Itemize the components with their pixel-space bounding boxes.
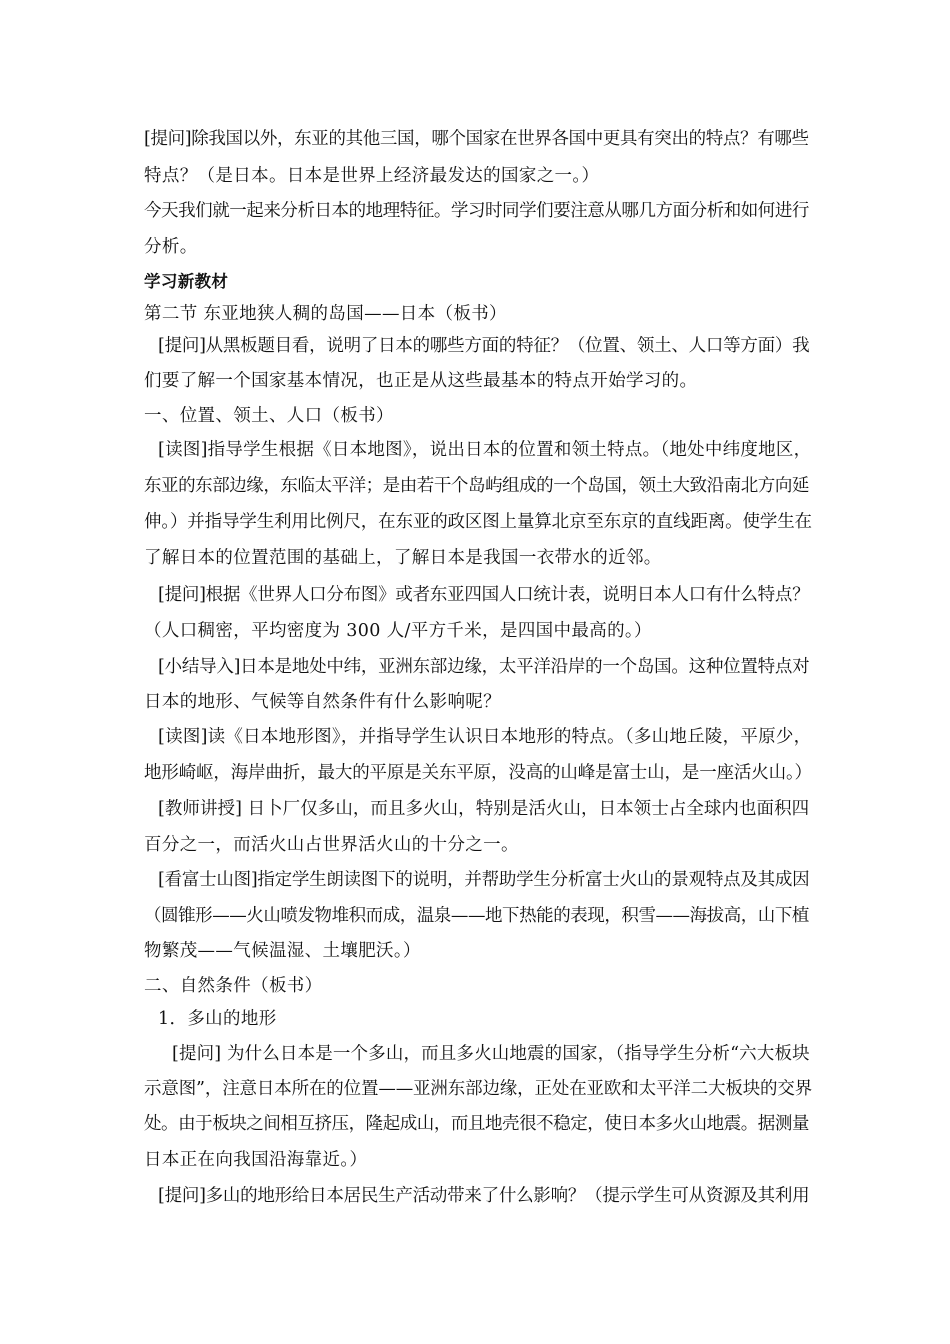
text-line-3: 今天我们就一起来分析日本的地理特征。学习时同学们要注意从哪几方面分析和如何进行: [144, 201, 809, 221]
text-line-15: （人口稠密，平均密度为 300 人/平方千米，是四国中最高的。）: [144, 621, 652, 641]
text-line-4: 分析。: [144, 237, 198, 257]
numbered-heading-1: 1．多山的地形: [158, 1009, 277, 1029]
text-line-1: [提问]除我国以外，东亚的其他三国，哪个国家在世界各国中更具有突出的特点？有哪些: [144, 129, 809, 149]
text-line-12: 伸。）并指导学生利用比例尺，在东亚的政区图上量算北京至东京的直线距离。使学生在: [144, 512, 812, 532]
subsection-heading-2: 二、自然条件（板书）: [144, 976, 323, 996]
text-line-20: [教师讲授] 日卜厂仅多山，而且多火山，特别是活火山，日本领士占全球内也面积四: [158, 799, 810, 819]
text-line-22: [看富士山图]指定学生朗读图下的说明，并帮助学生分析富士火山的景观特点及其成因: [158, 870, 810, 890]
subsection-heading-1: 一、位置、领土、人口（板书）: [144, 406, 394, 426]
text-line-19: 地形崎岖，海岸曲折，最大的平原是关东平原，没高的山峰是富士山，是一座活火山。）: [144, 763, 812, 783]
text-line-28: 示意图”，注意日本所在的位置——亚洲东部边缘，正处在亚欧和太平洋二大板块的交界: [144, 1079, 813, 1099]
text-line-13: 了解日本的位置范围的基础上，了解日本是我国一衣带水的近邻。: [144, 548, 662, 568]
text-line-31: [提问]多山的地形给日本居民生产活动带来了什么影响？（提示学生可从资源及其利用: [158, 1186, 810, 1206]
section-heading: 学习新教材: [144, 272, 229, 291]
text-line-2: 特点？（是日本。日本是世界上经济最发达的国家之一。）: [144, 166, 600, 186]
text-line-27: [提问] 为什么日本是一个多山，而且多火山地震的国家，（指导学生分析“六大板块: [172, 1044, 810, 1064]
text-line-21: 百分之一，而活火山占世界活火山的十分之一。: [144, 835, 519, 855]
text-line-18: [读图]读《日本地形图》，并指导学生认识日本地形的特点。（多山地丘陵，平原少，: [158, 727, 812, 747]
text-line-14: [提问]根据《世界人口分布图》或者东亚四国人口统计表，说明日本人口有什么特点？: [158, 585, 810, 605]
text-line-30: 日本正在向我国沿海靠近。）: [144, 1150, 368, 1170]
text-line-23: （圆锥形——火山喷发物堆积而成，温泉——地下热能的表现，积雪——海拔高，山下植: [144, 906, 809, 926]
lesson-title: 第二节 东亚地狭人稠的岛国——日本（板书）: [144, 304, 507, 324]
text-line-11: 东亚的东部边缘，东临太平洋；是由若干个岛屿组成的一个岛国，领土大致沿南北方向延: [144, 476, 809, 496]
text-line-7: [提问]从黑板题目看，说明了日本的哪些方面的特征？（位置、领土、人口等方面）我: [158, 336, 810, 356]
text-line-10: [读图]指导学生根据《日本地图》，说出日本的位置和领土特点。（地处中纬度地区，: [158, 440, 812, 460]
text-line-17: 日本的地形、气候等自然条件有什么影响呢？: [144, 692, 501, 712]
text-line-24: 物繁茂——气候温湿、土壤肥沃。）: [144, 941, 421, 961]
text-line-8: 们要了解一个国家基本情况，也正是从这些最基本的特点开始学习的。: [144, 371, 698, 391]
text-line-29: 处。由于板块之间相互挤压，隆起成山，而且地壳很不稳定，使日本多火山地震。据测量: [144, 1114, 809, 1134]
text-line-16: [小结导入]日本是地处中纬，亚洲东部边缘，太平洋沿岸的一个岛国。这种位置特点对: [158, 657, 810, 677]
